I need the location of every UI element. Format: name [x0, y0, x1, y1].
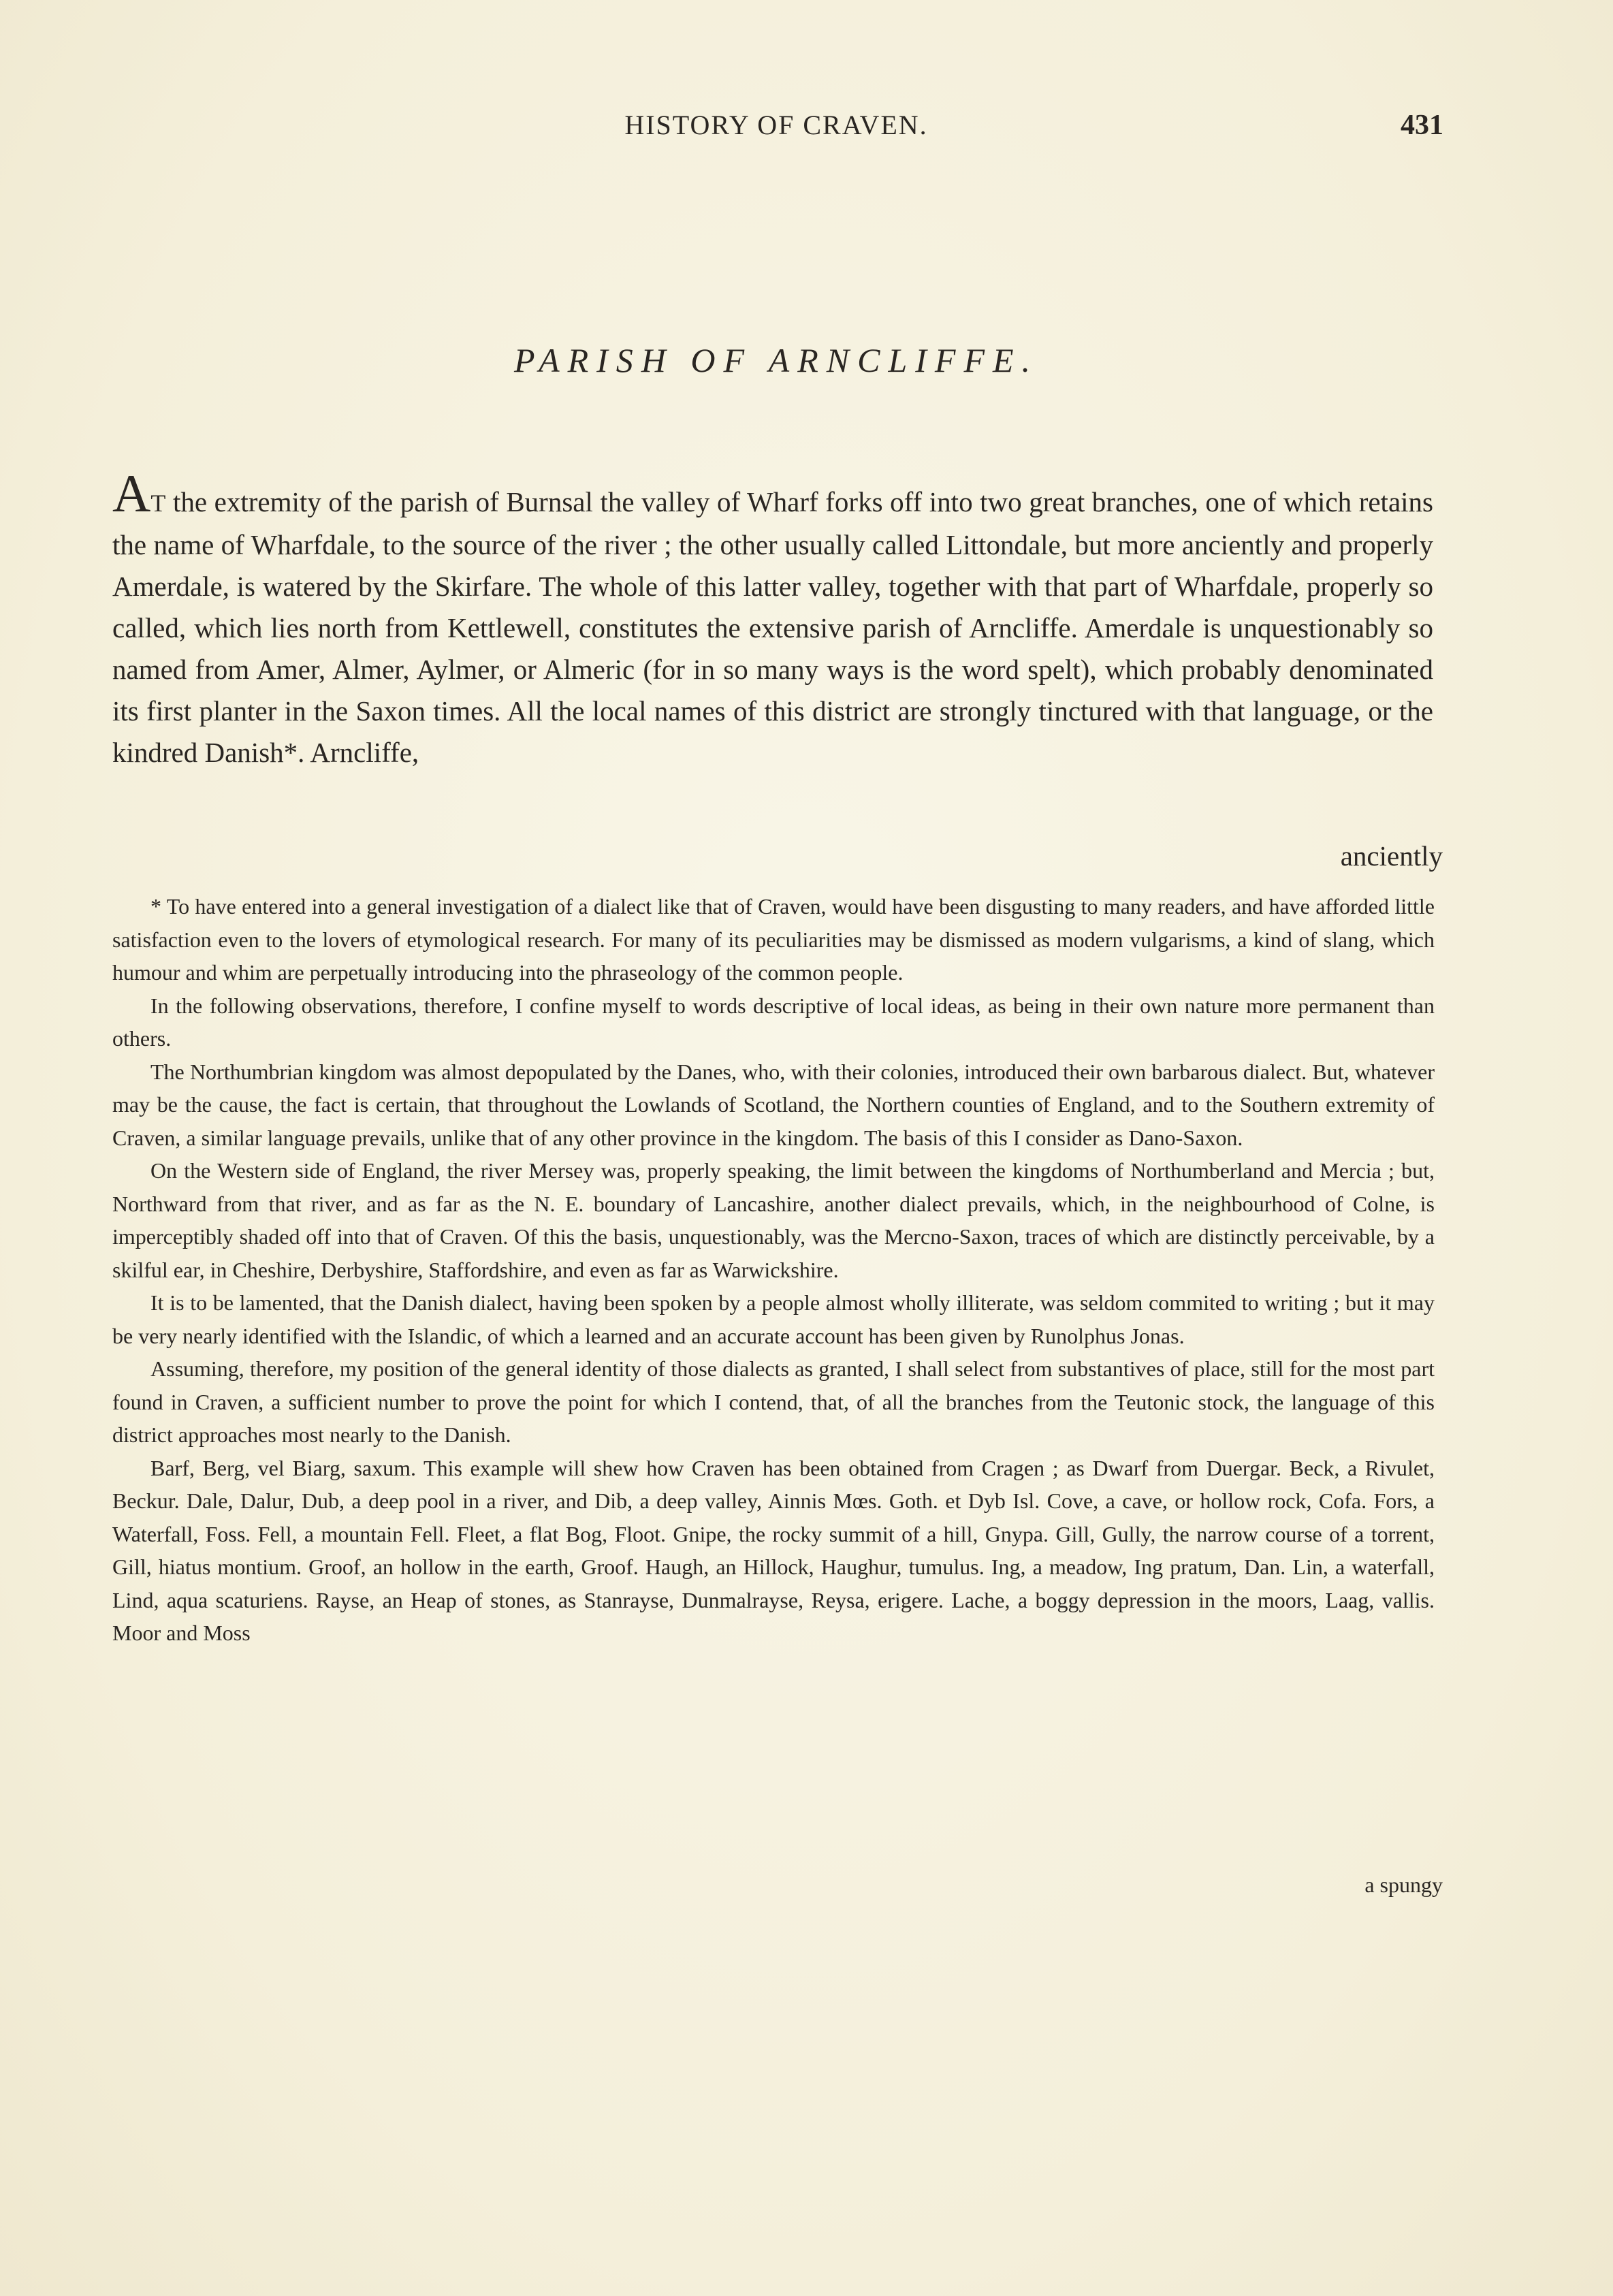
footnote-paragraph: Assuming, therefore, my position of the general identity of those dialects as granted, I shall select from substantives of place, still for the most part found in Craven, a sufficient number to prove the point for which I contend, that, of all the branches from the Teutonic stock, the language of this district approaches most nearly to the Danish.: [112, 1356, 1435, 1447]
footnote-catchword: a spungy: [1364, 1872, 1443, 1897]
footnote-paragraph: On the Western side of England, the river Mersey was, properly speaking, the limit between the kingdoms of Northumberland and Mercia ; but, Northward from that river, and as far as the N. E. boundary of Lancashire, another dialect prevails, which, in the neighbourhood of Colne, is imperceptibly shaded off into that of Craven. Of this the basis, unquestionably, was the Mercno-Saxon, traces of which are distinctly perceivable, by a skilful ear, in Cheshire, Derbyshire, Staffordshire, and even as far as Warwickshire.: [112, 1158, 1435, 1282]
footnote-block: [112, 890, 1435, 1650]
running-head: [109, 109, 1443, 150]
footnote-paragraph: It is to be lamented, that the Danish dialect, having been spoken by a people almost wholly illiterate, was seldom commited to writing ; but it may be very nearly identified with the Islandic, of which a learned and an accurate account has been given by Runolphus Jonas.: [112, 1290, 1435, 1348]
footnote-paragraph: * To have entered into a general investigation of a dialect like that of Craven, would have been disgusting to many readers, and have afforded little satisfaction even to the lovers of etymological research. For many of its peculiarities may be dismissed as modern vulgarisms, a kind of slang, which humour and whim are perpetually introducing into the phraseology of the common people.: [112, 894, 1435, 985]
page-number: 431: [1401, 110, 1443, 141]
chapter-title: PARISH OF ARNCLIFFE.: [513, 341, 1039, 379]
lead-small-caps: T: [150, 490, 166, 517]
footnote-paragraph: In the following observations, therefore, I confine myself to words descriptive of local ideas, as being in their own nature more permanent than others.: [112, 993, 1435, 1051]
footnote-paragraph: The Northumbrian kingdom was almost depopulated by the Danes, who, with their colonies, introduced their own barbarous dialect. But, whatever may be the cause, the fact is certain, that throughout the Lowlands of Scotland, the Northern counties of England, and to the Southern extremity of Craven, a similar language prevails, unlike that of any other province in the kingdom. The basis of this I consider as Dano-Saxon.: [112, 1059, 1435, 1150]
drop-capital: A: [112, 464, 151, 523]
footnote-paragraph: Barf, Berg, vel Biarg, saxum. This example will shew how Craven has been obtained from Cragen ; as Dwarf from Duergar. Beck, a Rivulet, Beckur. Dale, Dalur, Dub, a deep pool in a river, and Dib, a deep valley, Ainnis Mœs. Goth. et Dyb Isl. Cove, a cave, or hollow rock, Cofa. Fors, a Waterfall, Foss. Fell, a mountain Fell. Fleet, a flat Bog, Floot. Gnipe, the rocky summit of a hill, Gnypa. Gill, Gully, the narrow course of a torrent, Gill, hiatus montium. Groof, an hollow in the earth, Groof. Haugh, an Hillock, Haughur, tumulus. Ing, a meadow, Ing pratum, Dan. Lin, a waterfall, Lind, aqua scaturiens. Rayse, an Heap of stones, as Stanrayse, Dunmalrayse, Reysa, erigere. Lache, a boggy depression in the moors, Laag, vallis. Moor and Moss: [112, 1455, 1435, 1645]
running-title: HISTORY OF CRAVEN.: [624, 110, 928, 140]
catchword: anciently: [1340, 840, 1443, 872]
main-paragraph-text: the extremity of the parish of Burnsal the valley of Wharf forks off into two great branches, one of which retains the name of Wharfdale, to the source of the river ; the other usually called Littondale, but more anciently and properly Amerdale, is watered by the Skirfare. The whole of this latter valley, together with that part of Wharfdale, properly so called, which lies north from Kettlewell, constitutes the extensive parish of Arncliffe. Amerdale is unquestionably so named from Amer, Almer, Aylmer, or Almeric (for in so many ways is the word spelt), which probably denominated its first planter in the Saxon times. All the local names of this district are strongly tinctured with that language, or the kindred Danish*. Arncliffe,: [112, 486, 1433, 768]
main-paragraph: [112, 464, 1433, 774]
